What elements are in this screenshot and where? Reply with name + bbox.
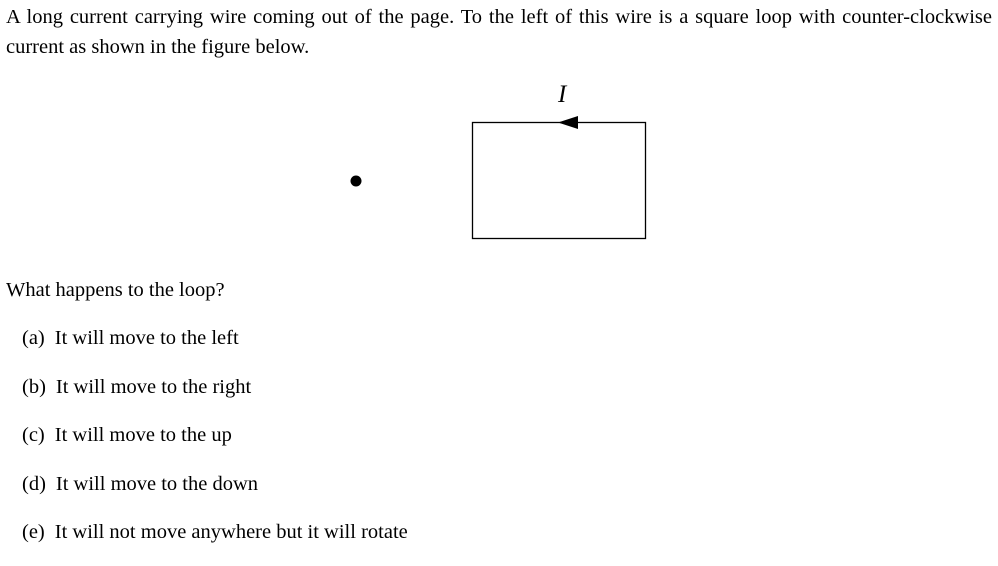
option-text: It will move to the left: [54, 327, 239, 349]
option-d: [22, 469, 408, 518]
option-c: [22, 420, 408, 469]
option-text: It will move to the right: [55, 375, 252, 398]
option-letter: (b): [22, 375, 46, 398]
option-a: [22, 323, 408, 372]
option-letter: (d): [22, 472, 46, 495]
option-text: It will not move anywhere but it will rotate: [54, 521, 408, 543]
wire-dot: [351, 176, 362, 187]
option-e: [22, 517, 408, 566]
option-text: It will move to the down: [55, 472, 259, 495]
answer-options: [22, 323, 408, 566]
option-letter: (e): [22, 521, 45, 543]
current-label: I: [558, 81, 567, 108]
option-letter: (c): [22, 424, 45, 446]
option-text: It will move to the up: [54, 424, 232, 446]
problem-intro: A long current carrying wire coming out of the page. To the left of this wire is a square loop with counter-clockwise current as shown in the figure below.: [6, 6, 992, 58]
option-letter: (a): [22, 327, 45, 349]
question-text: What happens to the loop?: [6, 279, 225, 301]
current-arrow-icon: [558, 116, 578, 129]
current-loop: [473, 123, 646, 239]
option-b: [22, 372, 408, 421]
